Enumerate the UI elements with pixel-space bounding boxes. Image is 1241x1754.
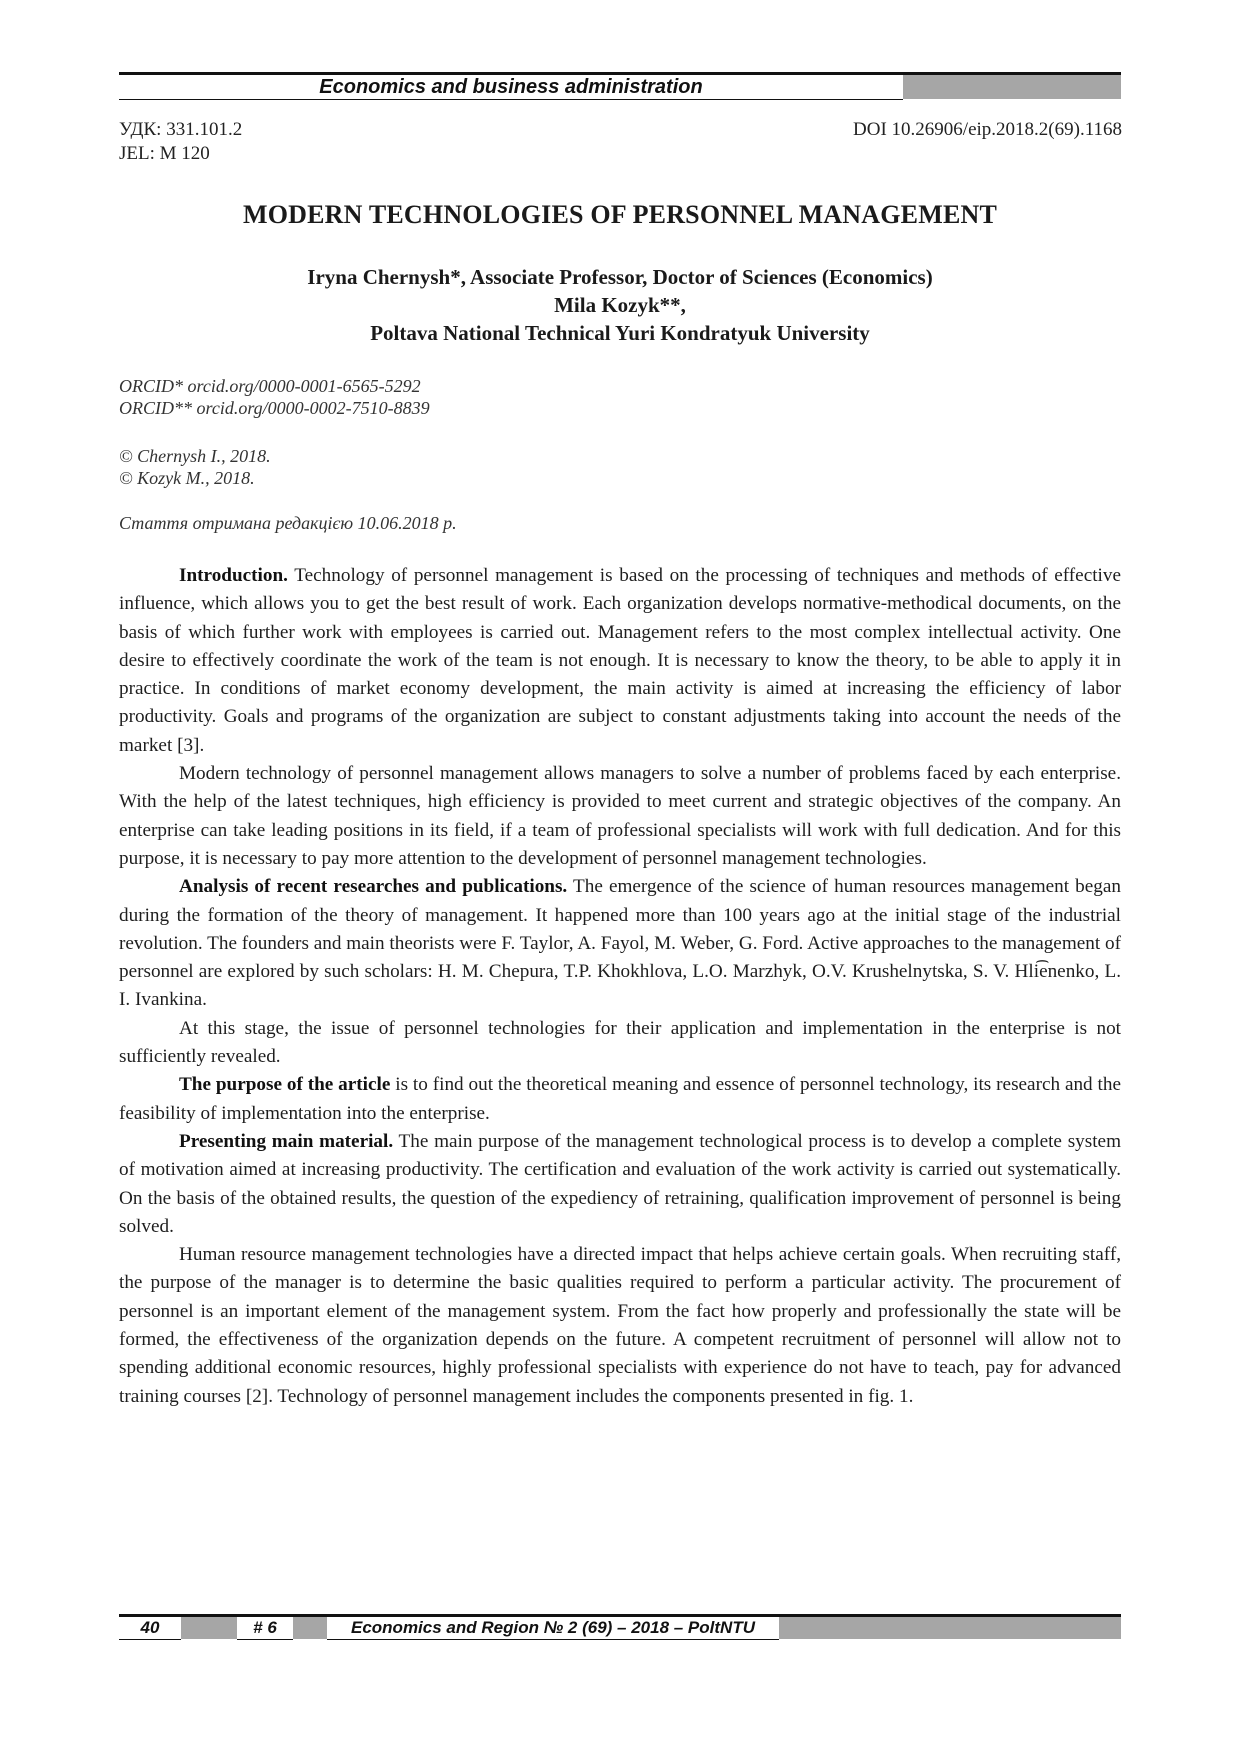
footer-underline — [237, 1639, 293, 1640]
journal-citation: Economics and Region № 2 (69) – 2018 – PoltNTU — [351, 1618, 755, 1637]
author-1: Iryna Chernysh*, Associate Professor, Doctor of Sciences (Economics) — [307, 265, 933, 289]
copyright-author-1: © Chernysh I., 2018. — [119, 446, 271, 466]
footer-underline — [327, 1639, 779, 1640]
footer-shade-block — [181, 1617, 237, 1639]
section-heading: Analysis of recent researches and publications. — [179, 876, 568, 898]
running-header — [119, 72, 1121, 100]
paragraph-purpose — [119, 1071, 1121, 1128]
journal-section-title: Economics and business administration — [319, 76, 703, 98]
received-date: Стаття отримана редакцією 10.06.2018 р. — [119, 513, 457, 533]
paragraph-introduction — [119, 562, 1121, 760]
footer-underline — [119, 1639, 181, 1640]
copyright-author-2: © Kozyk M., 2018. — [119, 468, 255, 488]
running-footer — [119, 1614, 1121, 1640]
orcid-block — [119, 375, 430, 419]
footer-shade-block — [293, 1617, 327, 1639]
classification-codes — [119, 118, 242, 166]
jel-code: JEL: M 120 — [119, 143, 210, 164]
section-heading: The purpose of the article — [179, 1074, 391, 1096]
section-heading: Presenting main material. — [179, 1130, 394, 1152]
header-underline — [119, 99, 903, 100]
paragraph-main-material — [119, 1128, 1121, 1241]
author-2: Mila Kozyk**, — [554, 293, 686, 317]
paper-title: MODERN TECHNOLOGIES OF PERSONNEL MANAGEMENT — [242, 200, 998, 229]
page-number: 40 — [140, 1618, 160, 1637]
paragraph-text: The main purpose of the management technological process is to develop a complete system of motivation aimed at increasing productivity. The certification and evaluation of the work activity is carried out systematically. On the basis of the obtained results, the question of the expediency of retraining, qualification improvement of personnel is being solved. — [119, 1130, 1121, 1237]
footer-shade-block — [779, 1617, 1121, 1639]
doi: DOI 10.26906/eip.2018.2(69).1168 — [853, 119, 1122, 140]
paragraph: At this stage, the issue of personnel technologies for their application and implementation in the enterprise is not sufficiently revealed. — [119, 1017, 1121, 1068]
paragraph-text: The emergence of the science of human resources management began during the formation of the theory of management. It happened more than 100 years ago at the initial stage of the industrial revolution. The founders and main theorists were F. Taylor, A. Fayol, M. Weber, G. Ford. Active approaches to the management of personnel are explored by such scholars: H. M. Chepura, T.P. Khokhlova, L.O. Marzhyk, O.V. Krushelnytska, S. V. Hli͡enenko, L. I. Ivankina. — [119, 876, 1121, 1011]
copyright-block — [119, 445, 271, 489]
issue-number: # 6 — [253, 1618, 277, 1637]
orcid-author-2: ORCID** orcid.org/0000-0002-7510-8839 — [119, 398, 430, 418]
orcid-author-1: ORCID* orcid.org/0000-0001-6565-5292 — [119, 376, 421, 396]
paragraph: Human resource management technologies have a directed impact that helps achieve certain goals. When recruiting staff, the purpose of the manager is to determine the basic qualities required to perform a particular activity. The procurement of personnel is an important element of the management system. From the fact how properly and professionally the state will be formed, the effectiveness of the organization depends on the future. A competent recruitment of personnel will allow not to spending additional economic resources, highly professional specialists with experience do not have to teach, pay for advanced training courses [2]. Technology of personnel management includes the components presented in fig. 1. — [119, 1244, 1121, 1407]
paragraph-analysis — [119, 873, 1121, 1014]
author-block — [119, 263, 1121, 347]
paragraph-text: Technology of personnel management is based on the processing of techniques and methods of effective influence, which allows you to get the best result of work. Each organization develops normative-methodical documents, on the basis of which further work with employees is carried out. Management refers to the most complex intellectual activity. One desire to effectively coordinate the work of the team is not enough. It is necessary to know the theory, to be able to apply it in practice. In conditions of market economy development, the main activity is aimed at increasing the efficiency of labor productivity. Goals and programs of the organization are subject to constant adjustments taking into account the needs of the market [3]. — [119, 565, 1121, 756]
paragraph: Modern technology of personnel management allows managers to solve a number of problems faced by each enterprise. With the help of the latest techniques, high efficiency is provided to meet current and strategic objectives of the company. An enterprise can take leading positions in its field, if a team of professional specialists will work with full dedication. And for this purpose, it is necessary to pay more attention to the development of personnel management technologies. — [119, 763, 1121, 869]
header-shade-block — [903, 75, 1121, 99]
affiliation: Poltava National Technical Yuri Kondratyuk University — [370, 321, 870, 345]
article-body — [119, 562, 1121, 1411]
udk-code: УДК: 331.101.2 — [119, 119, 243, 140]
paragraph-text: is to find out the theoretical meaning and essence of personnel technology, its research and the feasibility of implementation into the enterprise. — [119, 1074, 1121, 1124]
section-heading: Introduction. — [179, 565, 288, 586]
